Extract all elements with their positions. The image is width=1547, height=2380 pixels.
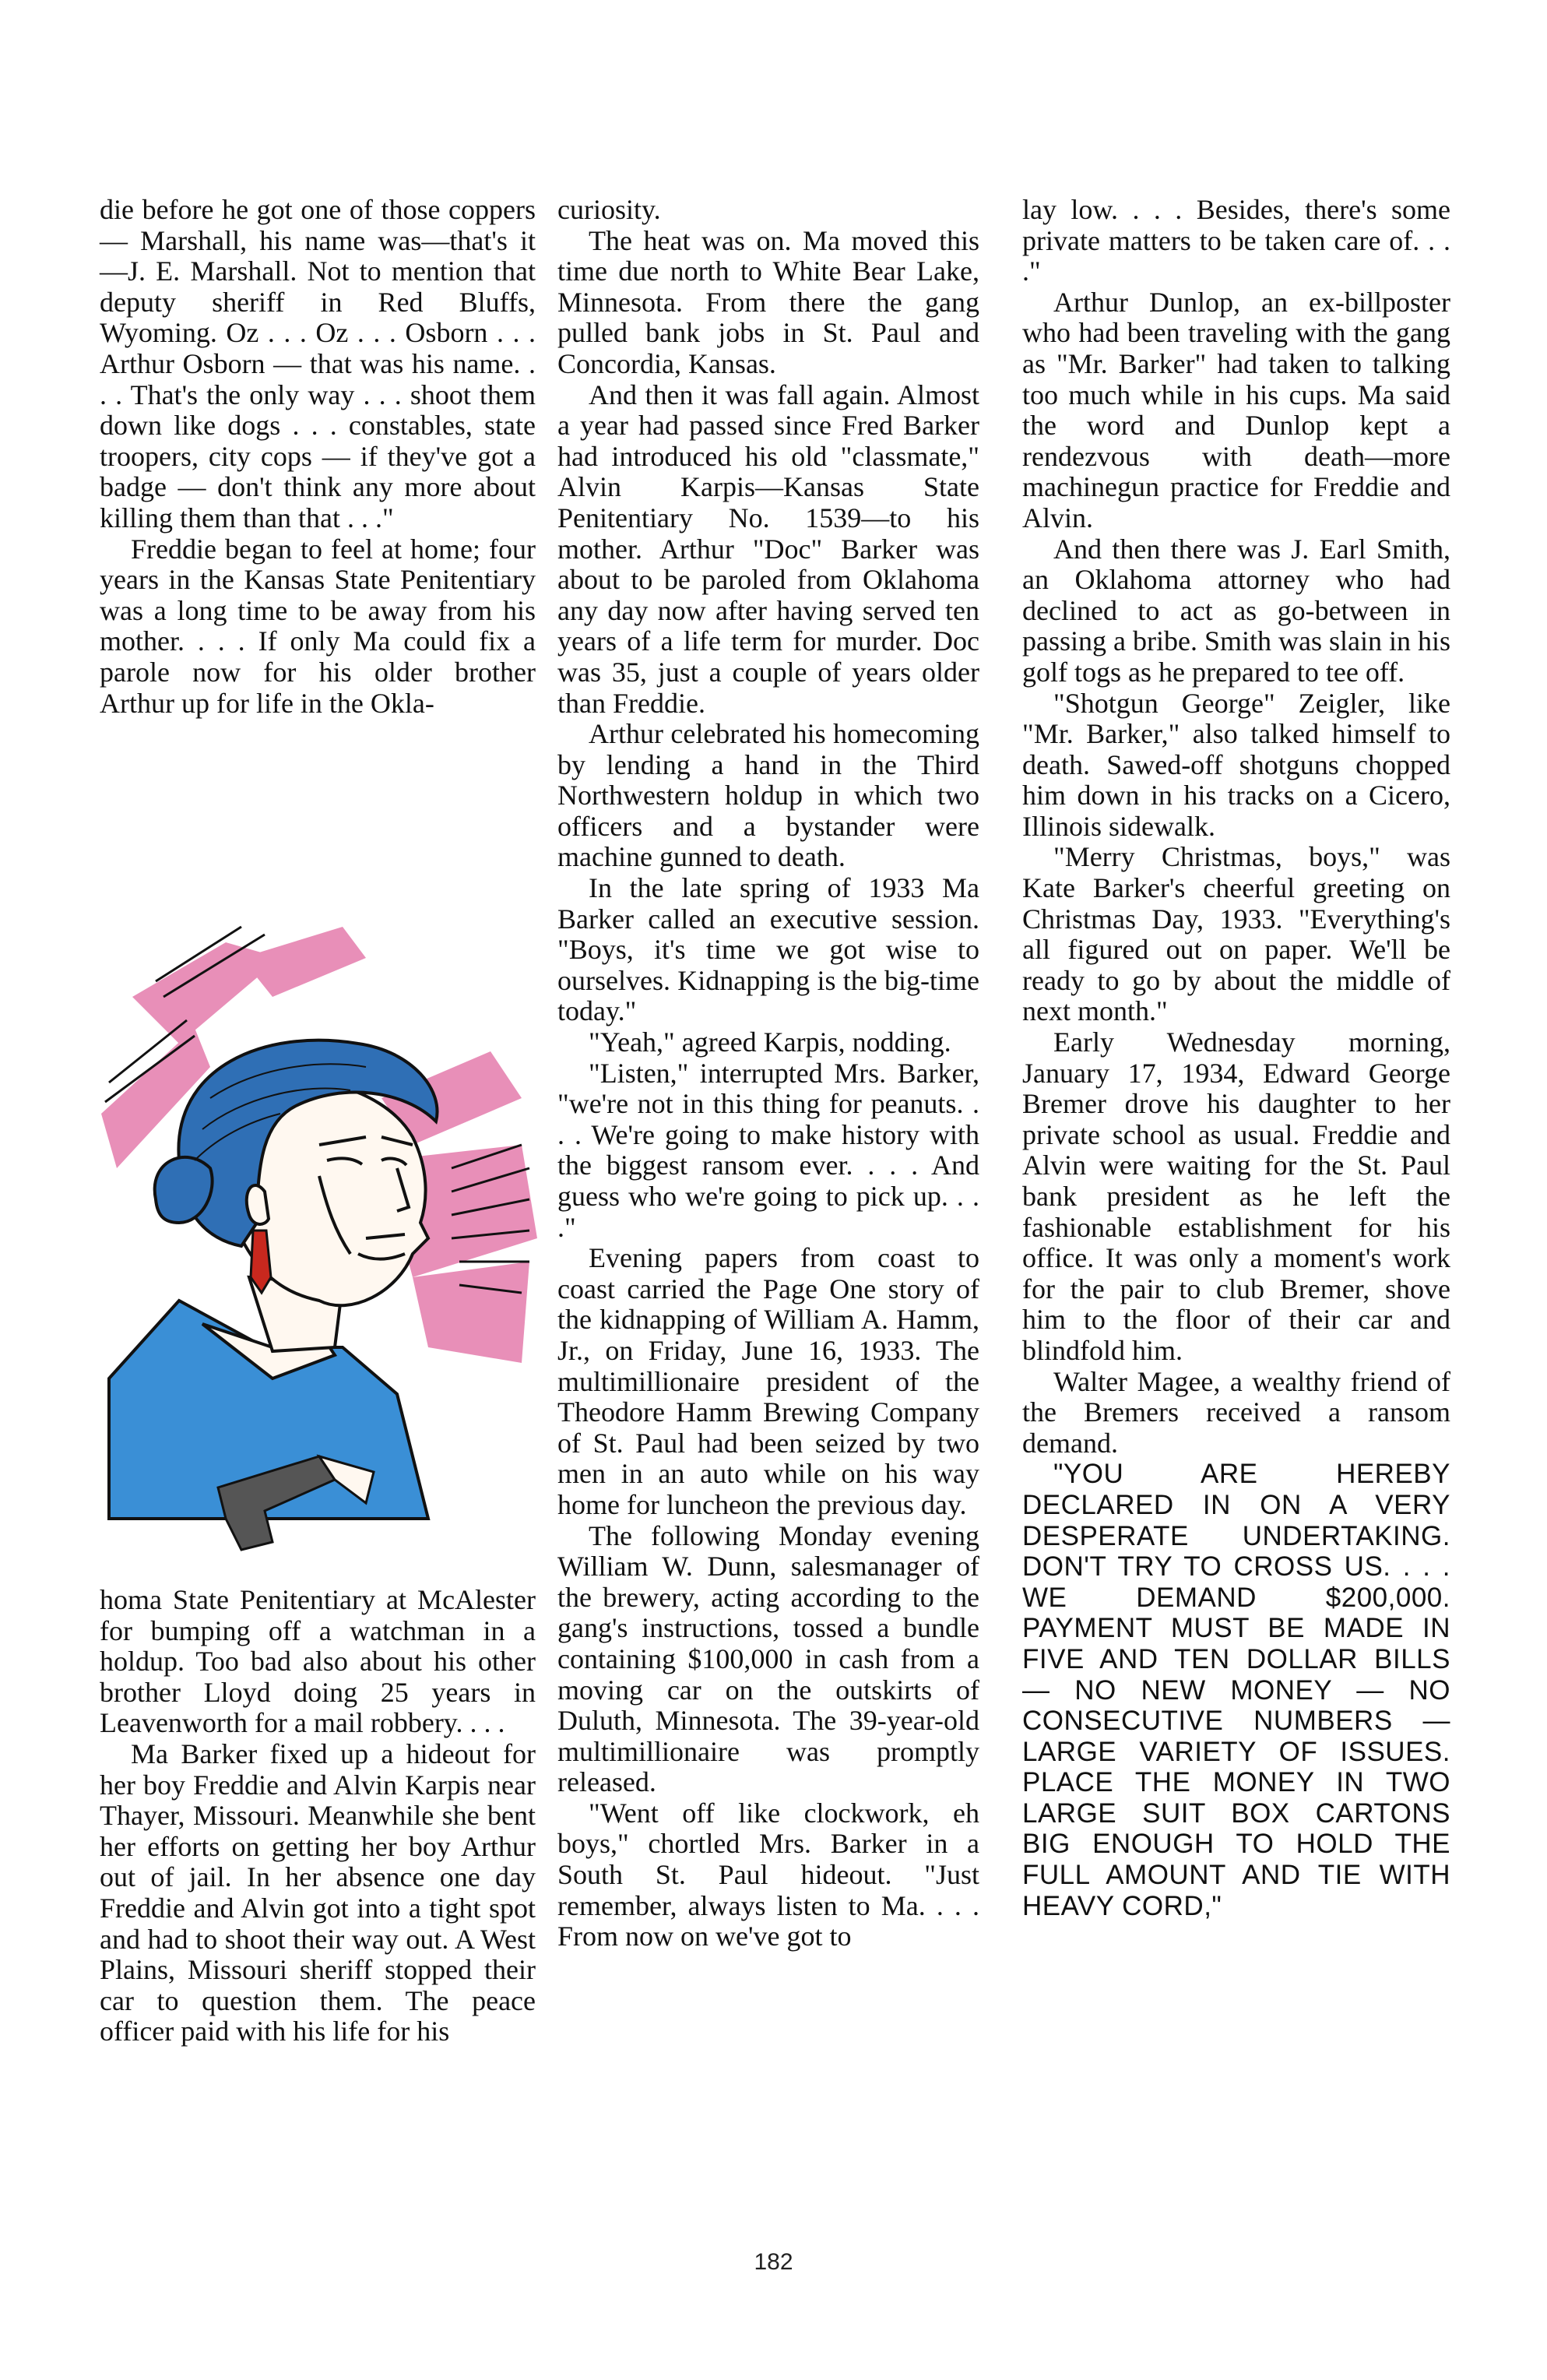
paragraph: Freddie began to feel at home; four years in the Kansas State Penitentiary was a long time to be away from his mother. . . . If only Ma could fix a parole now for his older brother Arthur up for life in the Okla- [100, 533, 536, 719]
paragraph: "Listen," interrupted Mrs. Barker, "we're not in this thing for peanuts. . . . We're going to make history with the biggest ransom ever. . . . And guess who we're going to pick up. . . ." [557, 1057, 979, 1243]
column-1-bottom [100, 1585, 536, 2047]
column-3 [1022, 195, 1450, 1921]
ma-barker-illustration [86, 911, 545, 1565]
paragraph: die before he got one of those coppers — Marshall, his name was—that's it—J. E. Marshall. Not to mention that deputy sheriff in Red Bluffs, Wyoming. Oz . . . Oz . . . Osborn . . . Arthur Osborn — that was his name. . . . That's the only way . . . shoot them down like dogs . . . constables, state troopers, city cops — if they've got a badge — don't think any more about killing them than that . . ." [100, 194, 536, 533]
paragraph: Evening papers from coast to coast carried the Page One story of the kidnapping of William A. Hamm, Jr., on Friday, June 16, 1933. The multimillionaire president of the Theodore Hamm Brewing Company of St. Paul had been seized by two men in an auto while on his way home for luncheon the previous day. [557, 1242, 979, 1520]
earring [251, 1230, 271, 1293]
paragraph: Ma Barker fixed up a hideout for her boy Freddie and Alvin Karpis near Thayer, Missouri. Meanwhile she bent her efforts on getting her boy Arthur out of jail. In her absence one day Freddie and Alvin got into a tight spot and had to shoot their way out. A West Plains, Missouri sheriff stopped their car to question them. The peace officer paid with his life for his [100, 1737, 536, 2047]
paragraph: And then there was J. Earl Smith, an Oklahoma attorney who had declined to act as go-between in passing a bribe. Smith was slain in his golf togs as he prepared to tee off. [1022, 533, 1450, 688]
paragraph: Arthur Dunlop, an ex-billposter who had been traveling with the gang as "Mr. Barker" had taken to talking too much while in his cups. Ma said the word and Dunlop kept a rendezvous with death—more machinegun practice for Freddie and Alvin. [1022, 286, 1450, 533]
paragraph: "Shotgun George" Zeigler, like "Mr. Barker," also talked himself to death. Sawed-off shotguns chopped him down in his tracks on a Cicero, Illinois sidewalk. [1022, 687, 1450, 842]
paragraph: lay low. . . . Besides, there's some private matters to be taken care of. . . ." [1022, 194, 1450, 287]
paragraph: "Merry Christmas, boys," was Kate Barker's cheerful greeting on Christmas Day, 1933. "Everything's all figured out on paper. We'll be ready to go by about the middle of next month." [1022, 841, 1450, 1027]
paragraph: And then it was fall again. Almost a year had passed since Fred Barker had introduced his old "classmate," Alvin Karpis—Kansas State Penitentiary No. 1539—to his mother. Arthur "Doc" Barker was about to be paroled from Oklahoma any day now after having served ten years of a life term for murder. Doc was 35, just a couple of years older than Freddie. [557, 378, 979, 719]
paragraph: Arthur celebrated his homecoming by lending a hand in the Third Northwestern holdup in which two officers and a bystander were machine gunned to death. [557, 718, 979, 873]
paragraph: Walter Magee, a wealthy friend of the Bremers received a ransom demand. [1022, 1365, 1450, 1459]
paragraph: "Went off like clockwork, eh boys," chortled Mrs. Barker in a South St. Paul hideout. "Just remember, always listen to Ma. . . . From now on we've got to [557, 1797, 979, 1952]
paragraph: "Yeah," agreed Karpis, nodding. [589, 1026, 951, 1058]
page-number: 182 [754, 2249, 793, 2275]
column-2 [557, 195, 979, 1952]
paragraph: The heat was on. Ma moved this time due north to White Bear Lake, Minnesota. From there the gang pulled bank jobs in St. Paul and Concordia, Kansas. [557, 224, 979, 379]
paragraph: curiosity. [557, 194, 661, 225]
paragraph: In the late spring of 1933 Ma Barker called an executive session. "Boys, it's time we got wise to ourselves. Kidnapping is the big-time today." [557, 872, 979, 1027]
ransom-note: "YOU ARE HEREBY DECLARED IN ON A VERY DESPERATE UNDERTAKING. DON'T TRY TO CROSS US. . . . WE DEMAND $200,000. PAYMENT MUST BE MADE IN FIVE AND TEN DOLLAR BILLS — NO NEW MONEY — NO CONSECUTIVE NUMBERS — LARGE VARIETY OF ISSUES. PLACE THE MONEY IN TWO LARGE SUIT BOX CARTONS BIG ENOUGH TO HOLD THE FULL AMOUNT AND TIE WITH HEAVY CORD," [1022, 1459, 1450, 1921]
column-1-top [100, 195, 536, 719]
paragraph: The following Monday evening William W. Dunn, salesmanager of the brewery, acting according to the gang's instructions, tossed a bundle containing $100,000 in cash from a moving car on the outskirts of Duluth, Minnesota. The 39-year-old multimillionaire was promptly released. [557, 1519, 979, 1798]
paragraph: Early Wednesday morning, January 17, 1934, Edward George Bremer drove his daughter to her private school as usual. Freddie and Alvin were waiting for the St. Paul bank president as he left the fashionable establishment for his office. It was only a moment's work for the pair to club Bremer, shove him to the floor of their car and blindfold him. [1022, 1026, 1450, 1366]
paragraph: homa State Penitentiary at McAlester for bumping off a watchman in a holdup. Too bad also about his other brother Lloyd doing 25 years in Leavenworth for a mail robbery. . . . [100, 1584, 536, 1739]
